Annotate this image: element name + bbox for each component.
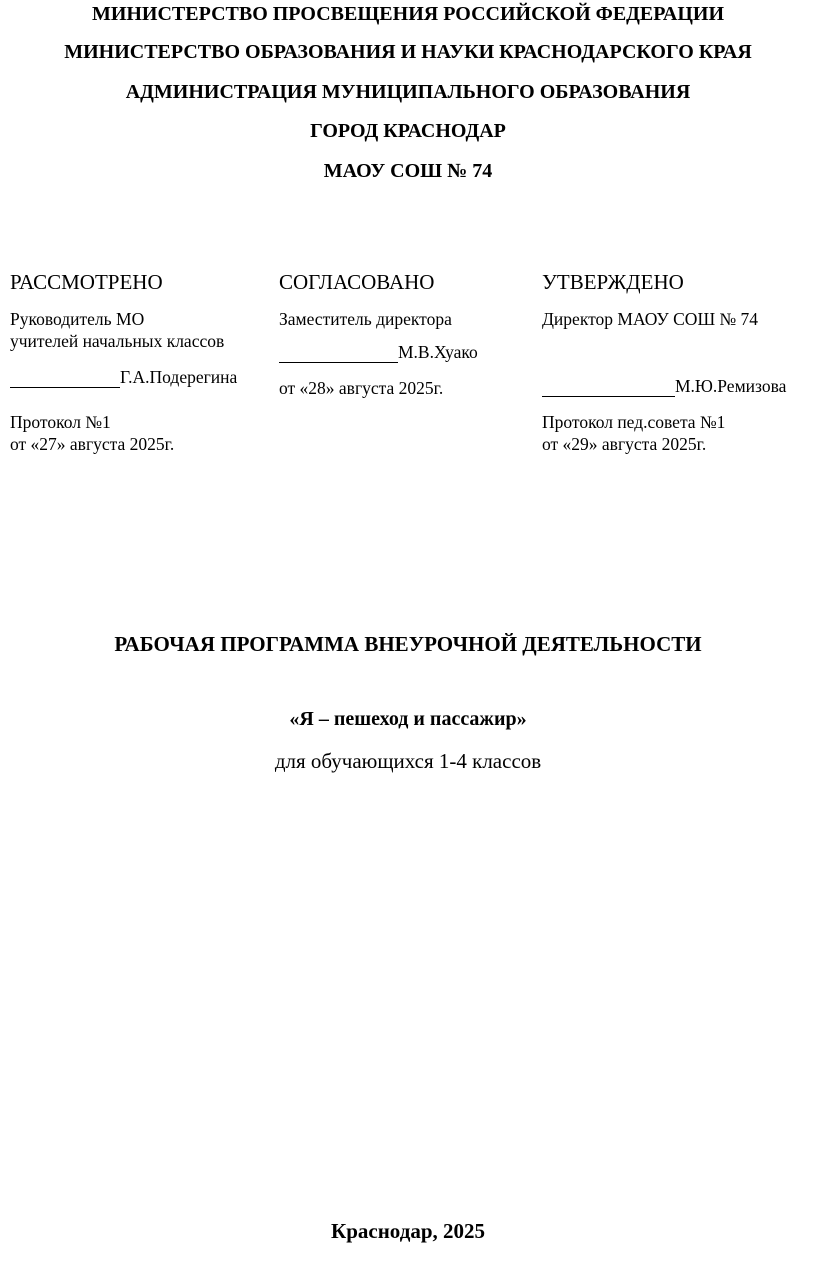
agreed-signer: М.В.Хуако [398, 342, 478, 362]
considered-protocol: Протокол №1 [10, 412, 111, 432]
signature-line [10, 369, 120, 388]
approved-position: Директор МАОУ СОШ № 74 [542, 309, 759, 329]
footer-place-year: Краснодар, 2025 [330, 1219, 486, 1243]
header-line-school: МАОУ СОШ № 74 [323, 160, 493, 182]
approved-title: УТВЕРЖДЕНО [542, 270, 684, 294]
considered-position-line1: Руководитель МО [10, 309, 145, 329]
agreed-title: СОГЛАСОВАНО [279, 270, 435, 294]
header-line-ministry-education: МИНИСТЕРСТВО ПРОСВЕЩЕНИЯ РОССИЙСКОЙ ФЕДЕРАЦИИ [91, 3, 725, 25]
agreed-position: Заместитель директора [279, 309, 452, 329]
agreed-date: от «28» августа 2025г. [279, 378, 444, 398]
considered-title: РАССМОТРЕНО [10, 270, 163, 294]
program-title: РАБОЧАЯ ПРОГРАММА ВНЕУРОЧНОЙ ДЕЯТЕЛЬНОСТИ [114, 632, 702, 656]
approved-date: от «29» августа 2025г. [542, 434, 707, 454]
program-audience: для обучающихся 1-4 классов [274, 749, 542, 773]
program-name: «Я – пешеход и пассажир» [289, 708, 527, 730]
header-line-ministry-region: МИНИСТЕРСТВО ОБРАЗОВАНИЯ И НАУКИ КРАСНОДАРСКОГО КРАЯ [64, 41, 752, 63]
header-line-city: ГОРОД КРАСНОДАР [310, 120, 506, 142]
signature-line [542, 378, 675, 397]
signature-line [279, 344, 398, 363]
considered-date: от «27» августа 2025г. [10, 434, 175, 454]
header-line-administration: АДМИНИСТРАЦИЯ МУНИЦИПАЛЬНОГО ОБРАЗОВАНИЯ [125, 81, 691, 103]
agreed-signature [279, 341, 478, 363]
considered-signature [10, 366, 237, 388]
approved-protocol: Протокол пед.совета №1 [542, 412, 726, 432]
considered-signer: Г.А.Подерегина [120, 367, 238, 387]
considered-position-line2: учителей начальных классов [10, 331, 225, 351]
approved-signer: М.Ю.Ремизова [675, 376, 787, 396]
approved-signature [542, 375, 786, 397]
